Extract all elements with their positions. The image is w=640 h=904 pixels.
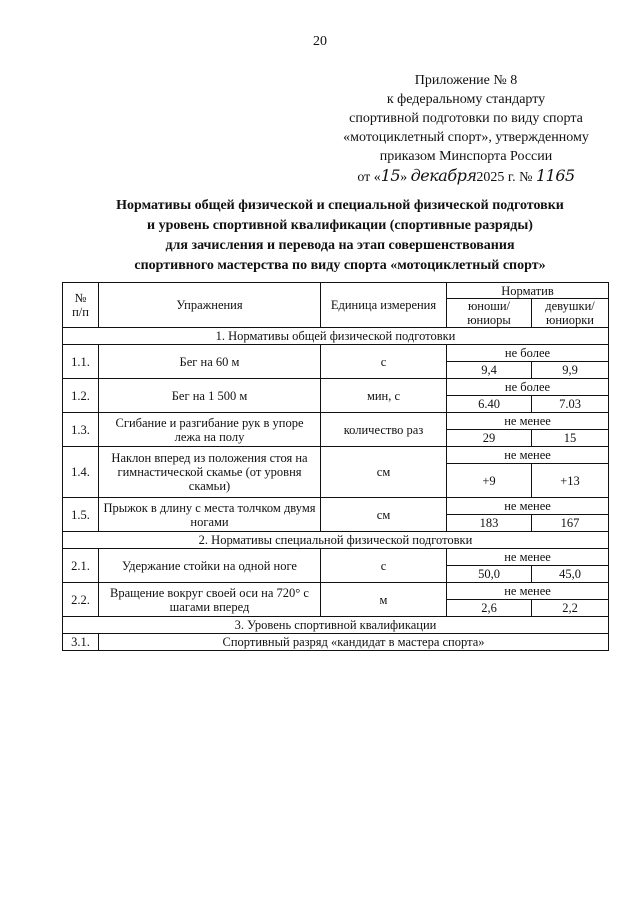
row-boys: 183 (447, 515, 532, 532)
header-norm: Норматив (447, 283, 609, 299)
document-title (80, 196, 600, 276)
table-row (63, 447, 609, 464)
row-condition: не менее (447, 447, 609, 464)
title-line: спортивного мастерства по виду спорта «мотоциклетный спорт» (134, 258, 546, 273)
row-girls: 9,9 (532, 362, 609, 379)
row-exercise: Наклон вперед из положения стоя на гимнастической скамье (от уровня скамьи) (99, 447, 321, 498)
row-exercise: Бег на 60 м (99, 345, 321, 379)
appendix-block (338, 71, 594, 187)
row-unit: м (321, 583, 447, 617)
table-row (63, 379, 609, 396)
row-exercise: Прыжок в длину с места толчком двумя ногами (99, 498, 321, 532)
section-row (63, 617, 609, 634)
section-title: 1. Нормативы общей физической подготовки (63, 328, 609, 345)
table-row (63, 413, 609, 430)
appendix-line: спортивной подготовки по виду спорта (349, 111, 583, 126)
table-row (63, 345, 609, 362)
appendix-line: Приложение № 8 (414, 73, 518, 88)
row-exercise: Сгибание и разгибание рук в упоре лежа на полу (99, 413, 321, 447)
row-girls: 167 (532, 515, 609, 532)
date-mid: » (400, 170, 408, 185)
row-girls: 7.03 (532, 396, 609, 413)
row-unit: мин, с (321, 379, 447, 413)
appendix-line: приказом Минспорта России (379, 149, 553, 164)
table-row (63, 498, 609, 515)
title-line: для зачисления и перевода на этап совершенствования (165, 238, 515, 253)
appendix-line: «мотоциклетный спорт», утвержденному (343, 130, 589, 145)
header-boys: юноши/ юниоры (447, 299, 532, 328)
appendix-date-line (338, 166, 594, 187)
row-num: 2.2. (63, 583, 99, 617)
row-boys: 29 (447, 430, 532, 447)
row-boys: 6.40 (447, 396, 532, 413)
header-row (63, 283, 609, 299)
row-num: 1.3. (63, 413, 99, 447)
row-condition: не более (447, 345, 609, 362)
header-num: № п/п (63, 283, 99, 328)
header-unit: Единица измерения (321, 283, 447, 328)
row-num: 2.1. (63, 549, 99, 583)
row-num: 3.1. (63, 634, 99, 651)
section-row (63, 328, 609, 345)
row-unit: см (321, 447, 447, 498)
row-condition: не менее (447, 549, 609, 566)
row-unit: см (321, 498, 447, 532)
row-boys: 2,6 (447, 600, 532, 617)
row-girls: 45,0 (532, 566, 609, 583)
row-condition: не более (447, 379, 609, 396)
row-unit: количество раз (321, 413, 447, 447)
row-num: 1.1. (63, 345, 99, 379)
table-row (63, 549, 609, 566)
row-boys: +9 (447, 464, 532, 498)
date-prefix: от « (357, 170, 381, 185)
date-month: декабря (410, 166, 477, 185)
date-day: 15 (380, 166, 401, 185)
page-number: 20 (313, 34, 327, 49)
norms-table (62, 282, 609, 651)
row-num: 1.5. (63, 498, 99, 532)
date-year: 2025 г. № (476, 170, 533, 185)
header-exercise: Упражнения (99, 283, 321, 328)
row-num: 1.2. (63, 379, 99, 413)
row-girls: 2,2 (532, 600, 609, 617)
table-row (63, 583, 609, 600)
section-row (63, 532, 609, 549)
row-exercise: Вращение вокруг своей оси на 720° с шагами вперед (99, 583, 321, 617)
row-unit: с (321, 549, 447, 583)
row-girls: +13 (532, 464, 609, 498)
table-row (63, 634, 609, 651)
appendix-line: к федеральному стандарту (386, 92, 546, 107)
row-girls: 15 (532, 430, 609, 447)
qualification-text: Спортивный разряд «кандидат в мастера спорта» (99, 634, 609, 651)
title-line: и уровень спортивной квалификации (спортивные разряды) (147, 218, 533, 233)
title-line: Нормативы общей физической и специальной физической подготовки (116, 198, 564, 213)
order-number: 1165 (535, 166, 575, 185)
row-boys: 50,0 (447, 566, 532, 583)
header-girls: девушки/ юниорки (532, 299, 609, 328)
row-exercise: Удержание стойки на одной ноге (99, 549, 321, 583)
row-condition: не менее (447, 413, 609, 430)
row-boys: 9,4 (447, 362, 532, 379)
row-num: 1.4. (63, 447, 99, 498)
section-title: 2. Нормативы специальной физической подготовки (63, 532, 609, 549)
row-condition: не менее (447, 498, 609, 515)
row-exercise: Бег на 1 500 м (99, 379, 321, 413)
section-title: 3. Уровень спортивной квалификации (63, 617, 609, 634)
row-unit: с (321, 345, 447, 379)
row-condition: не менее (447, 583, 609, 600)
